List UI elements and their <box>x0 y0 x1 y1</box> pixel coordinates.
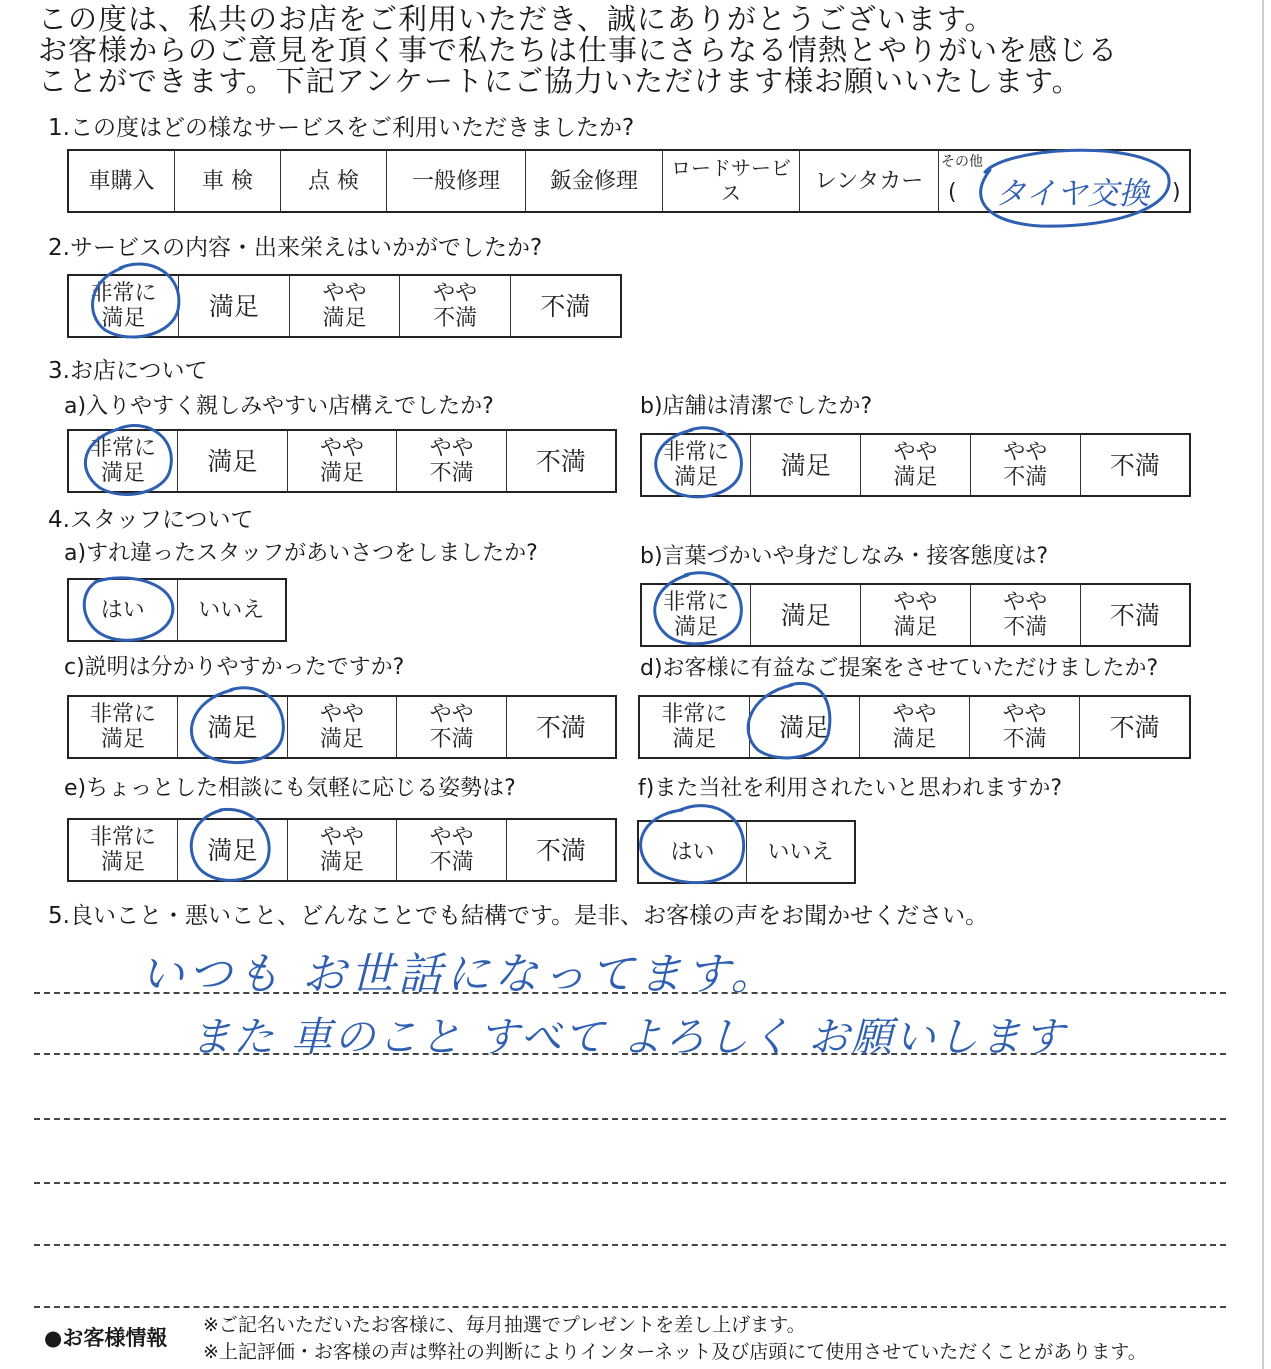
q5-title: 5.良いこと・悪いこと、どんなことでも結構です。是非、お客様の声をお聞かせください。 <box>48 903 989 929</box>
q3b-very-satisfied[interactable] <box>641 434 751 496</box>
q2-very-satisfied[interactable] <box>68 275 179 337</box>
q3b-satisfied[interactable]: 満足 <box>751 434 861 496</box>
label: 満足 <box>674 465 719 490</box>
q4f-options <box>637 820 856 884</box>
label: 不満 <box>1003 615 1048 640</box>
q2-somewhat-dissatisfied[interactable] <box>400 275 511 337</box>
label: やや <box>1003 590 1048 615</box>
q3a-somewhat-dissatisfied[interactable] <box>397 430 507 492</box>
q4e-options <box>67 818 617 882</box>
q4a-yes[interactable]: はい <box>68 579 177 641</box>
label: やや <box>322 281 367 306</box>
footer-note-1: ※ご記名いただいたお客様に、毎月抽選でプレゼントを差し上げます。 <box>203 1314 806 1336</box>
q4e-satisfied[interactable]: 満足 <box>178 819 288 881</box>
label: やや <box>433 281 478 306</box>
label: 満足 <box>322 306 367 331</box>
customer-info-heading: ●お客様情報 <box>44 1326 168 1350</box>
label: やや <box>893 590 938 615</box>
label: やや <box>319 825 364 850</box>
option-body-repair[interactable]: 鈑金修理 <box>526 150 663 212</box>
q4f-yes[interactable]: はい <box>638 821 747 883</box>
option-road-service[interactable]: ロードサービス <box>663 150 800 212</box>
q4-title: 4.スタッフについて <box>48 507 254 533</box>
q3b-options <box>640 433 1191 497</box>
q4c-somewhat-dissatisfied[interactable] <box>397 696 507 758</box>
label: 非常に <box>663 590 730 615</box>
q3b-somewhat-dissatisfied[interactable] <box>970 434 1080 496</box>
q1-title: 1.この度はどの様なサービスをご利用いただきましたか? <box>48 115 635 141</box>
comment-line-3 <box>34 1118 1226 1120</box>
label: 満足 <box>101 727 146 752</box>
label: 満足 <box>672 727 717 752</box>
q4c-options <box>67 695 617 759</box>
q4d-very-satisfied[interactable] <box>639 696 749 758</box>
q4c-somewhat-satisfied[interactable] <box>287 696 397 758</box>
label: 非常に <box>90 702 157 727</box>
comment-line-4 <box>34 1182 1226 1184</box>
option-general-repair[interactable]: 一般修理 <box>387 150 526 212</box>
q3b-title: b)店舗は清潔でしたか? <box>640 394 873 419</box>
q4b-very-satisfied[interactable] <box>641 584 751 646</box>
q2-somewhat-satisfied[interactable] <box>289 275 400 337</box>
label: やや <box>429 436 474 461</box>
label: 満足 <box>319 727 364 752</box>
q4c-very-satisfied[interactable] <box>68 696 178 758</box>
q3a-somewhat-satisfied[interactable] <box>287 430 397 492</box>
other-handwritten-value: タイヤ交換 <box>995 176 1150 212</box>
q4f-no[interactable]: いいえ <box>747 821 856 883</box>
q4c-dissatisfied[interactable]: 不満 <box>506 696 616 758</box>
label: 非常に <box>90 825 157 850</box>
q3a-title: a)入りやすく親しみやすい店構えでしたか? <box>64 394 494 419</box>
q2-options <box>67 274 622 338</box>
q3b-dissatisfied[interactable]: 不満 <box>1080 434 1190 496</box>
label: 満足 <box>319 461 364 486</box>
handwritten-comment-line-1: いつも お世話になってます。 <box>140 949 779 1000</box>
q4d-somewhat-satisfied[interactable] <box>859 696 969 758</box>
other-label: その他 <box>941 154 983 170</box>
q4d-title: d)お客様に有益なご提案をさせていただけましたか? <box>640 656 1159 681</box>
comment-line-6 <box>34 1306 1226 1308</box>
q4e-title: e)ちょっとした相談にも気軽に応じる姿勢は? <box>64 776 516 801</box>
label: 不満 <box>1002 727 1047 752</box>
option-rental-car[interactable]: レンタカー <box>800 150 939 212</box>
q3a-very-satisfied[interactable] <box>68 430 178 492</box>
label: 非常に <box>90 436 157 461</box>
label: 不満 <box>1003 465 1048 490</box>
option-inspection-shaken[interactable]: 車 検 <box>175 150 281 212</box>
q4e-very-satisfied[interactable] <box>68 819 178 881</box>
q2-satisfied[interactable]: 満足 <box>179 275 290 337</box>
label: 非常に <box>661 702 728 727</box>
label: 満足 <box>101 850 146 875</box>
q4d-somewhat-dissatisfied[interactable] <box>970 696 1080 758</box>
q3a-satisfied[interactable]: 満足 <box>178 430 288 492</box>
q4a-title: a)すれ違ったスタッフがあいさつをしましたか? <box>64 541 538 566</box>
label: 不満 <box>429 461 474 486</box>
q4a-no[interactable]: いいえ <box>177 579 286 641</box>
option-car-purchase[interactable]: 車購入 <box>68 150 175 212</box>
intro-line-3: ことができます。下記アンケートにご協力いただけます様お願いいたします。 <box>38 64 1082 98</box>
label: 満足 <box>893 615 938 640</box>
label: 満足 <box>893 465 938 490</box>
comment-line-5 <box>34 1244 1226 1246</box>
q3-title: 3.お店について <box>48 358 208 384</box>
q4f-title: f)また当社を利用されたいと思われますか? <box>638 776 1063 801</box>
label: 満足 <box>319 850 364 875</box>
q4b-options <box>640 583 1191 647</box>
q4b-satisfied[interactable]: 満足 <box>751 584 861 646</box>
q4c-satisfied[interactable]: 満足 <box>178 696 288 758</box>
label: 満足 <box>892 727 937 752</box>
label: 満足 <box>674 615 719 640</box>
q2-title: 2.サービスの内容・出来栄えはいかがでしたか? <box>48 235 543 261</box>
q4d-dissatisfied[interactable]: 不満 <box>1080 696 1190 758</box>
q2-dissatisfied[interactable]: 不満 <box>510 275 621 337</box>
label: 不満 <box>429 727 474 752</box>
q4a-options <box>67 578 287 642</box>
label: やや <box>892 702 937 727</box>
label: 満足 <box>101 306 146 331</box>
label: 不満 <box>429 850 474 875</box>
q4b-dissatisfied[interactable]: 不満 <box>1080 584 1190 646</box>
label: 非常に <box>90 281 157 306</box>
option-check[interactable]: 点 検 <box>281 150 387 212</box>
q4e-somewhat-dissatisfied[interactable] <box>397 819 507 881</box>
q4b-title: b)言葉づかいや身だしなみ・接客態度は? <box>640 544 1049 569</box>
other-close-paren: ) <box>1172 180 1181 205</box>
other-open-paren: ( <box>948 180 957 205</box>
label: やや <box>429 702 474 727</box>
q3b-somewhat-satisfied[interactable] <box>861 434 971 496</box>
q4e-somewhat-satisfied[interactable] <box>287 819 397 881</box>
label: やや <box>429 825 474 850</box>
label: 満足 <box>101 461 146 486</box>
footer-note-2: ※上記評価・お客様の声は弊社の判断によりインターネット及び店頭にて使用させていただくことがあります。 <box>203 1341 1147 1363</box>
q4d-satisfied[interactable]: 満足 <box>749 696 859 758</box>
handwritten-comment-line-2: また 車のこと すべて よろしく お願いします <box>190 1013 1067 1061</box>
q4d-options <box>638 695 1191 759</box>
label: やや <box>1003 440 1048 465</box>
label: やや <box>893 440 938 465</box>
intro-line-1: この度は、私共のお店をご利用いただき、誠にありがとうございます。 <box>38 2 995 36</box>
q4b-somewhat-dissatisfied[interactable] <box>970 584 1080 646</box>
q4e-dissatisfied[interactable]: 不満 <box>506 819 616 881</box>
scan-edge <box>1262 0 1264 1369</box>
intro-line-2: お客様からのご意見を頂く事で私たちは仕事にさらなる情熱とやりがいを感じる <box>38 33 1119 67</box>
q3a-dissatisfied[interactable]: 不満 <box>506 430 616 492</box>
label: 非常に <box>663 440 730 465</box>
label: 不満 <box>433 306 478 331</box>
label: やや <box>319 702 364 727</box>
intro-text <box>38 4 1253 97</box>
q4c-title: c)説明は分かりやすかったですか? <box>64 655 405 680</box>
label: やや <box>1002 702 1047 727</box>
q3a-options <box>67 429 617 493</box>
label: やや <box>319 436 364 461</box>
q4b-somewhat-satisfied[interactable] <box>861 584 971 646</box>
